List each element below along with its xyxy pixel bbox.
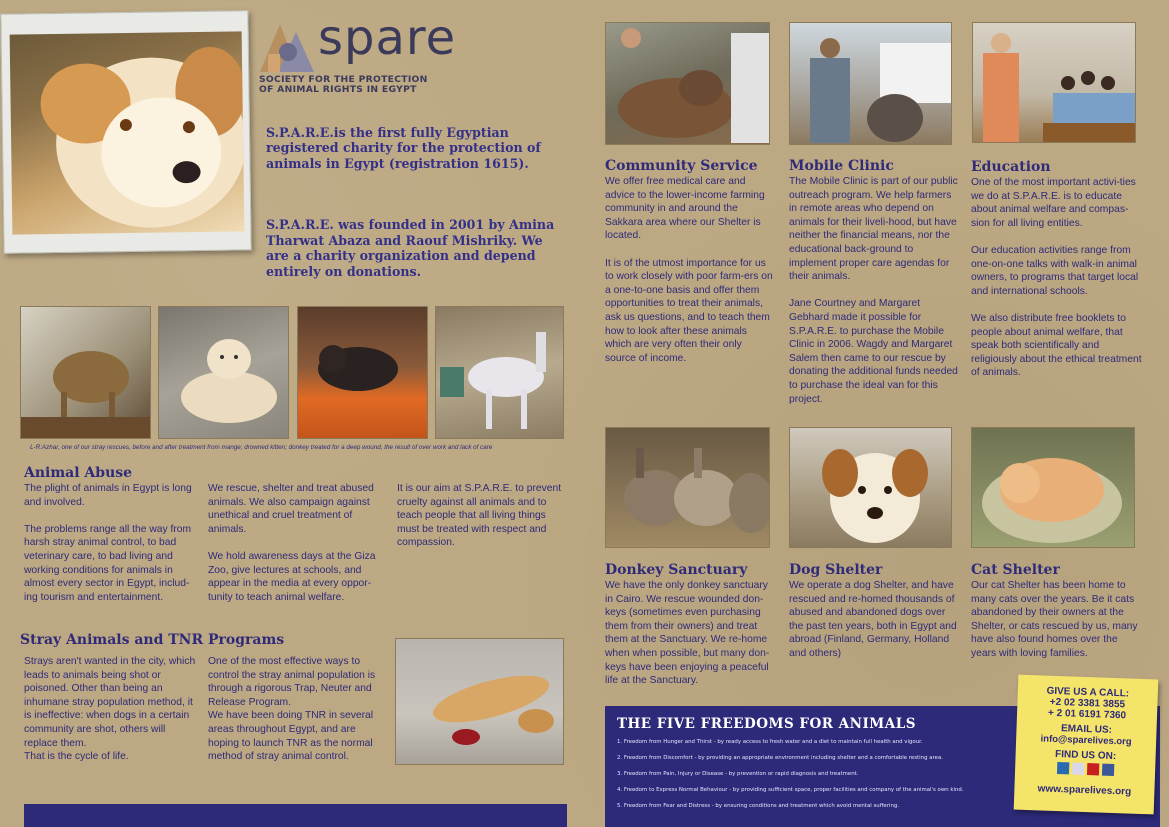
intro-text xyxy=(266,109,556,295)
mobile-clinic-text: The Mobile Clinic is part of our public outreach program. We help farmers in remote areas who depend on animals for their liveli-hood, but have neither the financial means, nor the educational back-ground to implement proper care agendas for their animals. Jane Courtney and Margaret Gebhard made it possible for S.P.A.R.E. to purchase the Mobile Clinic in 2006. Wagdy and Margaret Salem then came to our rescue by donating the additional funds needed to purchase the ideal van for this project. xyxy=(789,176,958,405)
logo-subtitle-line1: SOCIETY FOR THE PROTECTION xyxy=(259,74,428,85)
cat-shelter-heading: Cat Shelter xyxy=(971,562,1060,578)
phone-2[interactable]: + 2 01 6191 7360 xyxy=(1047,707,1127,722)
animal-abuse-heading: Animal Abuse xyxy=(24,465,133,481)
photo-dog-shelter xyxy=(789,427,952,548)
contact-sticky-note xyxy=(1014,675,1159,815)
intro-paragraph-1: S.P.A.R.E.is the first fully Egyptian registered charity for the protection of animals in Egypt (registration 1615). xyxy=(266,124,541,171)
social-icons xyxy=(1015,761,1155,778)
dog-portrait-image xyxy=(10,31,245,234)
animal-abuse-col1: The plight of animals in Egypt is long and involved. The problems range all the way from harsh stray animal control, to bad veterinary care, to bad living and working conditions for animals in almost every sector in Egypt, includ-ing tourism and entertainment. xyxy=(24,483,192,603)
freedom-item-1: 1. Freedom from Hunger and Thirst - by ready access to fresh water and a diet to maintain full health and vigour. xyxy=(617,739,923,745)
dog-shelter-heading: Dog Shelter xyxy=(789,562,883,578)
photo-mobile-clinic xyxy=(789,22,952,145)
find-us-label: FIND US ON: xyxy=(1054,748,1117,763)
facebook-icon[interactable] xyxy=(1101,764,1113,776)
photo-wounded-donkey xyxy=(435,306,564,439)
stray-animals-heading: Stray Animals and TNR Programs xyxy=(20,632,285,648)
photo-cat-shelter xyxy=(971,427,1135,548)
website-link[interactable]: www.sparelives.org xyxy=(1037,783,1132,798)
myspace-icon[interactable] xyxy=(1056,762,1068,774)
freedom-item-5: 5. Freedom from Fear and Distress - by ensuring conditions and treatment which avoid mental suffering. xyxy=(617,803,900,809)
animal-abuse-col3: It is our aim at S.P.A.R.E. to prevent cruelty against all animals and to teach people that all living things must be treated with respect and compassion. xyxy=(397,483,562,549)
framed-dog-photo xyxy=(0,10,251,253)
logo-subtitle xyxy=(259,75,469,95)
logo-title: spare xyxy=(318,10,457,66)
stray-animals-col1: Strays aren't wanted in the city, which leads to animals being shot or poisoned. Other than being an inhumane stray population method, it is ineffective: when dogs in a certain community are shot, others will replace them. That is the cycle of life. xyxy=(24,656,196,763)
stray-animals-col2: One of the most effective ways to control the stray animal population is through a rigorous Trap, Neuter and Release Program. We have been doing TNR in several areas throughout Egypt, and are hoping to launch TNR as the normal method of stray animal control. xyxy=(208,656,376,763)
email-label: EMAIL US: xyxy=(1060,723,1113,736)
animal-abuse-col2: We rescue, shelter and treat abused animals. We also campaign against unethical and cruel treatment of animals. We hold awareness days at the Giza Zoo, give lectures at schools, and appear in the media at every oppor-tunity to teach animal welfare. xyxy=(208,483,376,603)
photo-poisoned-dog xyxy=(395,638,564,765)
photo-azhar-before xyxy=(20,306,151,439)
flickr-icon[interactable] xyxy=(1071,763,1083,775)
dog-shelter-text: We operate a dog Shelter, and have rescued and re-homed thousands of abused and abandoned dogs over the past ten years, both in Egypt and abroad (Finland, Germany, Holland and others) xyxy=(789,580,957,659)
mobile-clinic-heading: Mobile Clinic xyxy=(789,158,894,174)
five-freedoms-title: THE FIVE FREEDOMS FOR ANIMALS xyxy=(617,716,916,732)
education-text: One of the most important activi-ties we do at S.P.A.R.E. is to educate about animal welfare and compas-sion for all living entities. Our education activities range from one-on-one talks with walk-in animal owners, to programs that target local and international schools. We also distribute free booklets to people about animal welfare, that speak both scientifically and religiously about the ethical treatment of animals. xyxy=(971,177,1142,379)
spare-logo xyxy=(258,18,318,74)
call-label: GIVE US A CALL: xyxy=(1046,685,1130,700)
community-service-text: We offer free medical care and advice to the lower-income farming community in and around the Sakkara area where our Shelter is located. It is of the utmost importance for us to work closely with poor farm-ers on a one-to-one basis and offer them opportunities to treat their animals, ask us questions, and to teach them how to look after these animals which are very often their only source of income. xyxy=(605,176,773,364)
donkey-sanctuary-text: We have the only donkey sanctuary in Cairo. We rescue wounded don-keys (sometimes even purchasing them from their owners) and treat them at the Sanctuary. We re-home when when possible, but many don-keys have been enjoying a peaceful life at the Sanctuary. xyxy=(605,580,770,687)
photo-caption: L-R:Azhar, one of our stray rescues, before and after treatment from mange; drowned kitten; donkey treated for a deep wound, the result of over work and lack of care xyxy=(30,444,493,451)
bottom-left-banner xyxy=(24,804,567,827)
intro-paragraph-2: S.P.A.R.E. was founded in 2001 by Amina Tharwat Abaza and Raouf Mishriky. We are a charity organization and depend entirely on donations. xyxy=(266,217,555,279)
logo-subtitle-line2: OF ANIMAL RIGHTS IN EGYPT xyxy=(259,84,417,95)
photo-azhar-after xyxy=(158,306,289,439)
phone-1[interactable]: +2 02 3381 3855 xyxy=(1049,696,1126,711)
education-heading: Education xyxy=(971,159,1051,175)
freedom-item-4: 4. Freedom to Express Normal Behaviour - by providing sufficient space, proper facilities and company of the animal's own kind. xyxy=(617,787,964,793)
community-service-heading: Community Service xyxy=(605,158,758,174)
photo-education xyxy=(972,22,1136,143)
freedom-item-3: 3. Freedom from Pain, Injury or Disease - by prevention or rapid diagnosis and treatment. xyxy=(617,771,859,777)
donkey-sanctuary-heading: Donkey Sanctuary xyxy=(605,562,748,578)
cat-shelter-text: Our cat Shelter has been home to many cats over the years. Be it cats abandoned by their owners at the Shelter, or cats rescued by us, many have also found homes over the years with loving families. xyxy=(971,580,1138,659)
freedom-item-2: 2. Freedom from Discomfort - by providing an appropriate environment including shelter and a comfortable resting area. xyxy=(617,755,943,761)
animal-silhouettes-icon xyxy=(258,18,318,74)
email-link[interactable]: info@sparelives.org xyxy=(1040,733,1132,748)
photo-community-service xyxy=(605,22,770,145)
photo-drowned-kitten xyxy=(297,306,428,439)
youtube-icon[interactable] xyxy=(1086,763,1098,775)
photo-donkey-sanctuary xyxy=(605,427,770,548)
